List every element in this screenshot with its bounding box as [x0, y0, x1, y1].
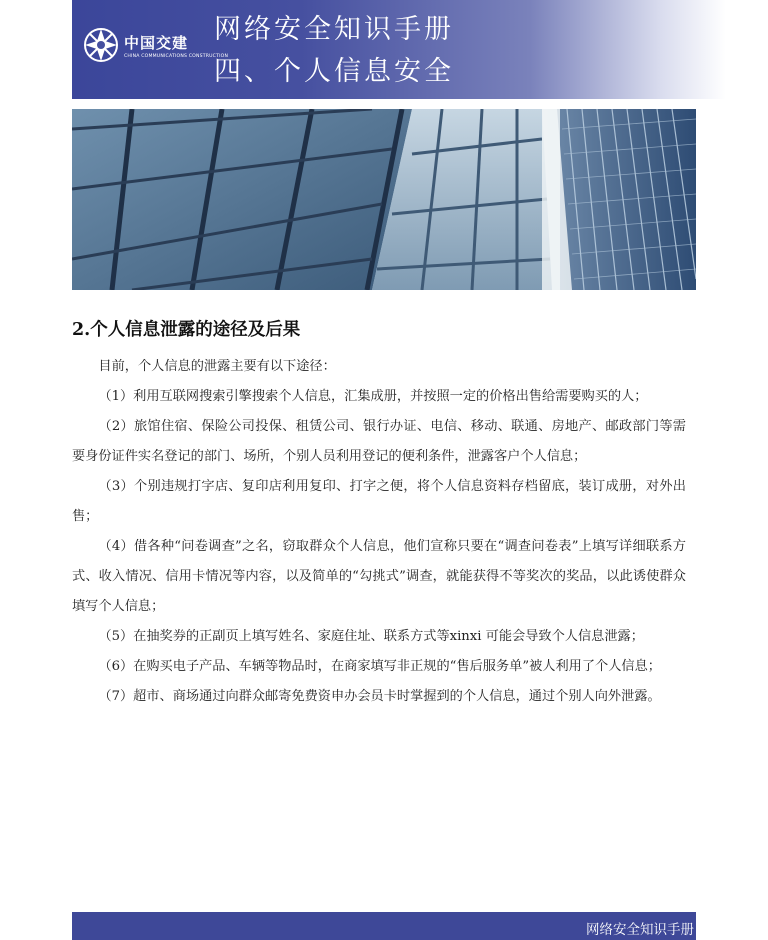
building-photo: [72, 109, 696, 290]
article-body: [72, 352, 686, 712]
page-header: [72, 0, 726, 99]
footer-title: 网络安全知识手册: [586, 922, 694, 938]
paragraph-item-5: （5）在抽奖券的正副页上填写姓名、家庭住址、联系方式等xinxi 可能会导致个人信息泄露；: [98, 629, 644, 644]
paragraph-item-2: （2）旅馆住宿、保险公司投保、租赁公司、银行办证、电信、移动、联通、房地产、邮政部门等需要身份证件实名登记的部门、场所，个别人员利用登记的便利条件，泄露客户个人信息；: [72, 419, 686, 464]
logo: [82, 24, 229, 74]
ccc-logo-icon: [82, 26, 120, 64]
handbook-title: 网络安全知识手册: [214, 14, 454, 45]
paragraph-intro: 目前，个人信息的泄露主要有以下途径：: [98, 359, 336, 374]
chapter-title: 四、个人信息安全: [214, 56, 454, 87]
section-heading: 2.个人信息泄露的途径及后果: [72, 320, 301, 340]
page-footer: [72, 912, 696, 940]
logo-text-cn: 中国交建: [124, 34, 189, 52]
paragraph-item-7: （7）超市、商场通过向群众邮寄免费资申办会员卡时掌握到的个人信息，通过个别人向外泄露。: [98, 689, 661, 704]
paragraph-item-1: （1）利用互联网搜索引擎搜索个人信息，汇集成册，并按照一定的价格出售给需要购买的人；: [98, 389, 648, 404]
paragraph-item-6: （6）在购买电子产品、车辆等物品时，在商家填写非正规的“售后服务单”被人利用了个人信息；: [98, 659, 661, 674]
paragraph-item-3: （3）个别违规打字店、复印店利用复印、打字之便，将个人信息资料存档留底，装订成册，对外出售；: [72, 479, 686, 524]
paragraph-item-4: （4）借各种“问卷调查”之名，窃取群众个人信息，他们宣称只要在“调查问卷表”上填写详细联系方式、收入情况、信用卡情况等内容，以及简单的“勾挑式”调查，就能获得不等奖次的奖品，以此诱使群众填写个人信息；: [72, 539, 686, 614]
logo-text-en: CHINA COMMUNICATIONS CONSTRUCTION: [124, 54, 229, 59]
